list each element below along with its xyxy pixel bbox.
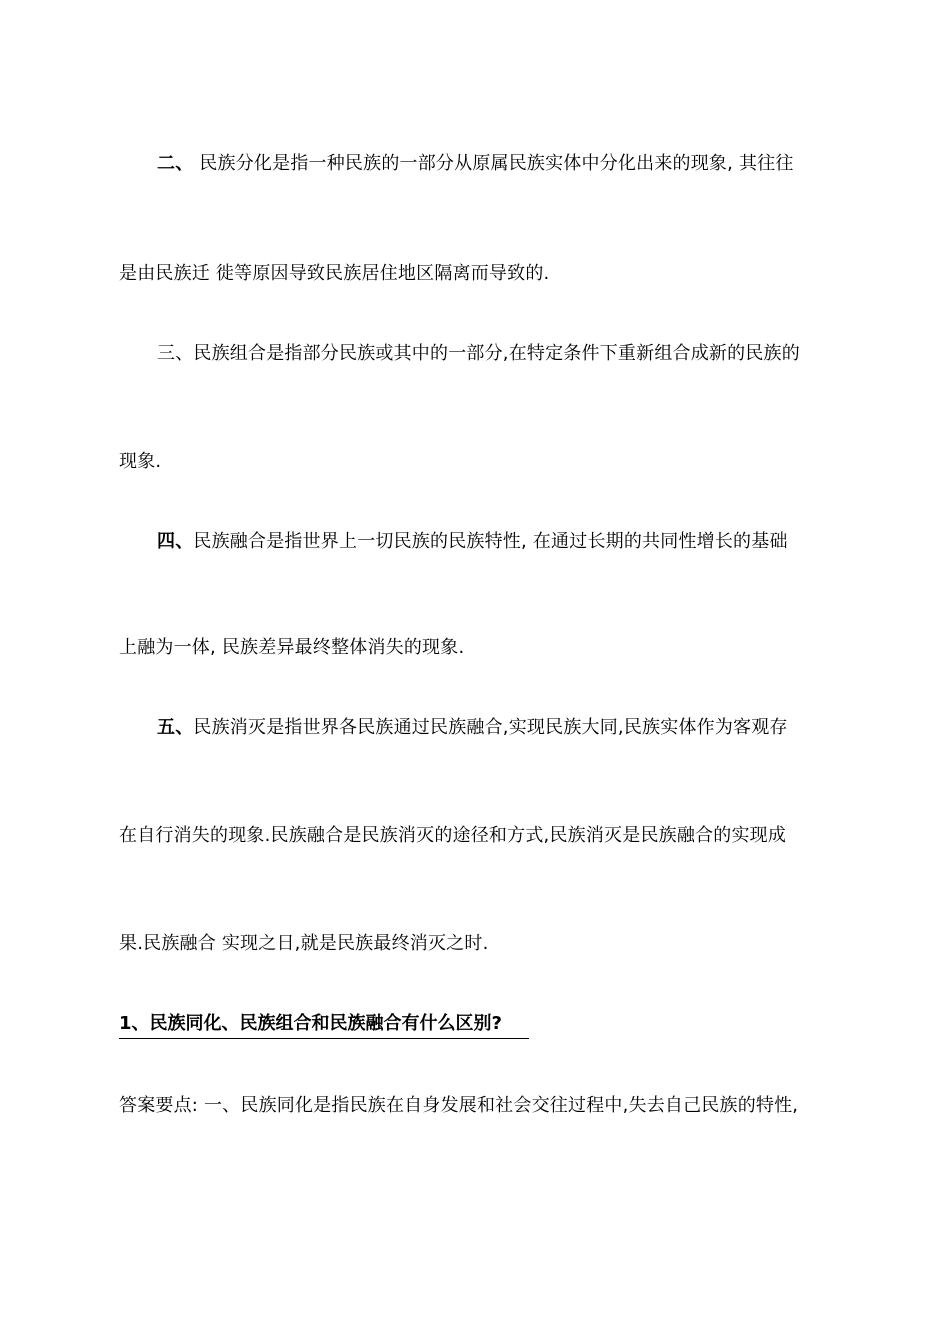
paragraph-4-text: 民族融合是指世界上一切民族的民族特性, 在通过长期的共同性增长的基础 — [193, 531, 788, 552]
paragraph-2-line-2: 是由民族迁 徙等原因导致民族居住地区隔离而导致的. — [119, 263, 550, 284]
question-heading: 1、民族同化、民族组合和民族融合有什么区别? — [119, 1012, 529, 1039]
paragraph-4-line-2: 上融为一体, 民族差异最终整体消失的现象. — [119, 637, 465, 658]
paragraph-2-text: 民族分化是指一种民族的一部分从原属民族实体中分化出来的现象, 其往往 — [193, 153, 794, 174]
paragraph-5-text: 民族消灭是指世界各民族通过民族融合,实现民族大同,民族实体作为客观存 — [193, 717, 788, 738]
paragraph-2-number: 二、 — [157, 153, 194, 174]
paragraph-5-number: 五、 — [157, 717, 194, 738]
paragraph-5-line-3: 果.民族融合 实现之日,就是民族最终消灭之时. — [119, 933, 489, 954]
answer-line-1: 答案要点: 一、民族同化是指民族在自身发展和社会交往过程中,失去自己民族的特性, — [119, 1095, 799, 1116]
paragraph-2-line-1 — [157, 152, 877, 176]
paragraph-3-line-1: 三、民族组合是指部分民族或其中的一部分,在特定条件下重新组合成新的民族的 — [157, 343, 800, 364]
paragraph-4-number: 四、 — [157, 531, 194, 552]
paragraph-3-line-2: 现象. — [119, 451, 162, 472]
paragraph-5-line-1 — [157, 716, 877, 740]
paragraph-4-line-1 — [157, 530, 877, 554]
paragraph-5-line-2: 在自行消失的现象.民族融合是民族消灭的途径和方式,民族消灭是民族融合的实现成 — [119, 825, 787, 846]
